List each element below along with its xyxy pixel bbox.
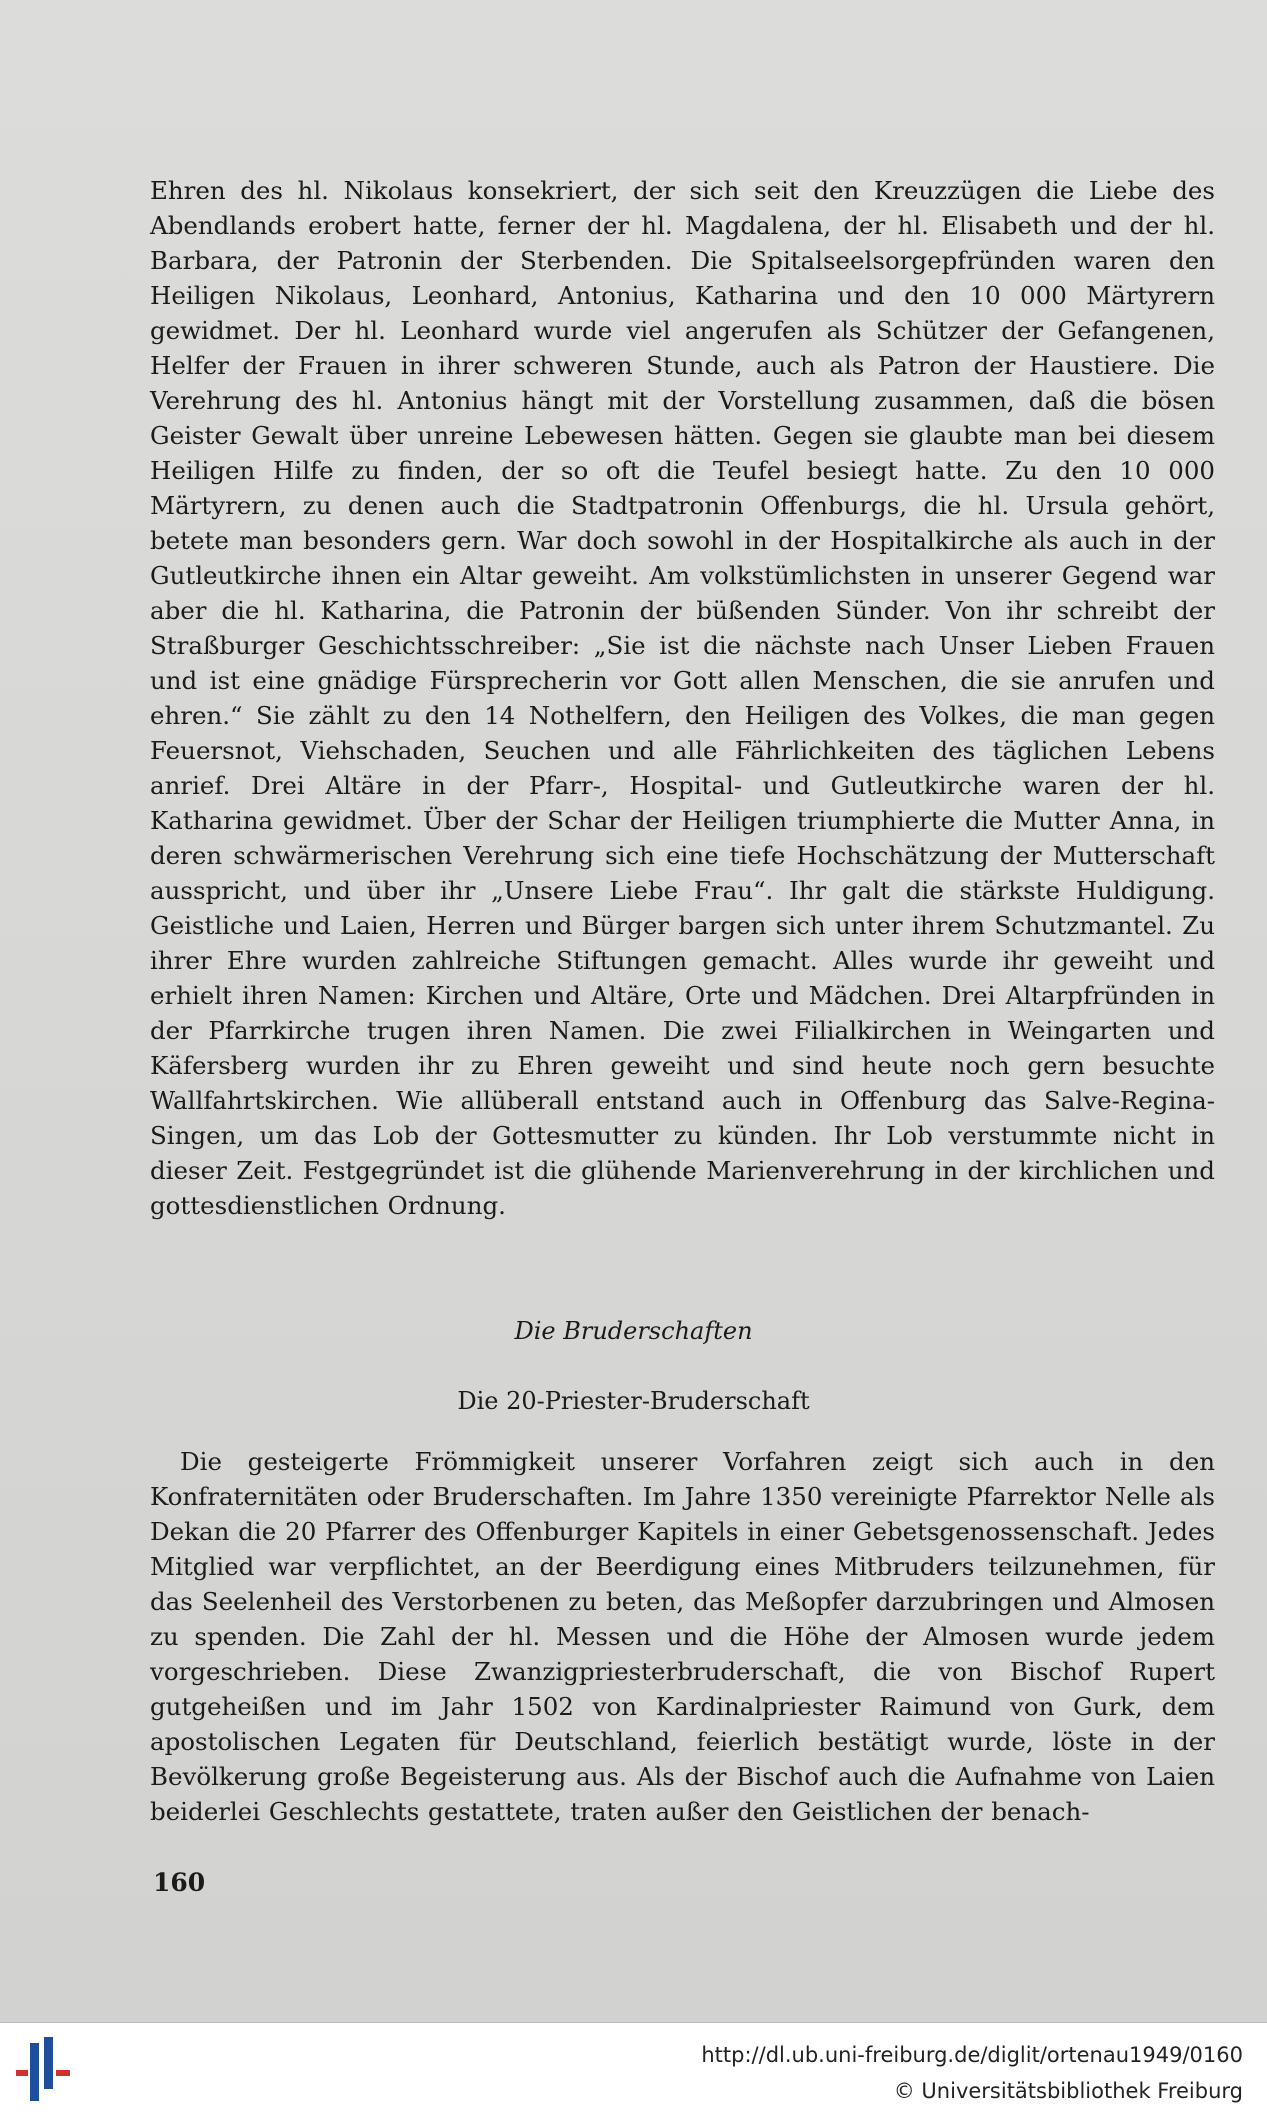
paragraph-text: Die gesteigerte Frömmigkeit unserer Vorfahren zeigt sich auch in den Konfraternitäten oder Bruderschaften. Im Jahre 1350 vereinigte Pfarrektor Nelle als Dekan die 20 Pfarrer des Offenburger Kapitels in einer Gebetsgenossenschaft. Jedes Mitglied war verpflichtet, an der Beerdigung eines Mitbruders teilzunehmen, für das Seelenheil des Verstorbenen zu beten, das Meßopfer darzubringen und Almosen zu spenden. Die Zahl der hl. Messen und die Höhe der Almosen wurde jedem vorgeschrieben. Diese Zwanzigpriesterbruderschaft, die von Bischof Rupert gutgeheißen und im Jahr 1502 von Kardinalpriester Raimund von Gurk, dem apostolischen Legaten für Deutschland, feierlich bestätigt wurde, löste in der Bevölkerung große Begeisterung aus. Als der Bischof auch die Aufnahme von Laien beiderlei Geschlechts gestattete, traten außer den Geistlichen der benach- — [150, 1447, 1215, 1826]
subsection-heading: Die 20-Priester-Bruderschaft — [457, 1387, 810, 1415]
page-number: 160 — [153, 1868, 206, 1897]
ub-freiburg-logo-icon — [14, 2037, 78, 2107]
body-paragraph-1 — [150, 173, 1215, 1223]
footer-bar — [0, 2022, 1267, 2116]
copyright-notice: © Universitätsbibliothek Freiburg — [893, 2079, 1243, 2103]
body-paragraph-2 — [150, 1444, 1215, 1829]
paragraph-text: Ehren des hl. Nikolaus konsekriert, der sich seit den Kreuzzügen die Liebe des Abendlands erobert hatte, ferner der hl. Magdalena, der hl. Elisabeth und der hl. Barbara, der Patronin der Sterbenden. Die Spitalseelsorgepfründen waren den Heiligen Nikolaus, Leonhard, Antonius, Katharina und den 10 000 Märtyrern gewidmet. Der hl. Leonhard wurde viel angerufen als Schützer der Gefangenen, Helfer der Frauen in ihrer schweren Stunde, auch als Patron der Haustiere. Die Verehrung des hl. Antonius hängt mit der Vorstellung zusammen, daß die bösen Geister Gewalt über unreine Lebewesen hätten. Gegen sie glaubte man bei diesem Heiligen Hilfe zu finden, der so oft die Teufel besiegt hatte. Zu den 10 000 Märtyrern, zu denen auch die Stadtpatronin Offenburgs, die hl. Ursula gehört, betete man besonders gern. War doch sowohl in der Hospitalkirche als auch in der Gutleutkirche ihnen ein Altar geweiht. Am volkstümlichsten in unserer Gegend war aber die hl. Katharina, die Patronin der büßenden Sünder. Von ihr schreibt der Straßburger Geschichtsschreiber: „Sie ist die nächste nach Unser Lieben Frauen und ist eine gnädige Fürsprecherin vor Gott allen Menschen, die sie anrufen und ehren.“ Sie zählt zu den 14 Nothelfern, den Heiligen des Volkes, die man gegen Feuersnot, Viehschaden, Seuchen und alle Fährlichkeiten des täglichen Lebens anrief. Drei Altäre in der Pfarr-, Hospital- und Gutleutkirche waren der hl. Katharina gewidmet. Über der Schar der Heiligen triumphierte die Mutter Anna, in deren schwärmerischen Verehrung sich eine tiefe Hochschätzung der Mutterschaft ausspricht, und über ihr „Unsere Liebe Frau“. Ihr galt die stärkste Huldigung. Geistliche und Laien, Herren und Bürger bargen sich unter ihrem Schutzmantel. Zu ihrer Ehre wurden zahlreiche Stiftungen gemacht. Alles wurde ihr geweiht und erhielt ihren Namen: Kirchen und Altäre, Orte und Mädchen. Drei Altarpfründen in der Pfarrkirche trugen ihren Namen. Die zwei Filialkirchen in Weingarten und Käfersberg wurden ihr zu Ehren geweiht und sind heute noch gern besuchte Wallfahrtskirchen. Wie allüberall entstand auch in Offenburg das Salve-Regina-Singen, um das Lob der Gottesmutter zu künden. Ihr Lob verstummte nicht in dieser Zeit. Festgegründet ist die glühende Marienverehrung in der kirchlichen und gottesdienstlichen Ordnung. — [150, 176, 1215, 1220]
permalink-url[interactable]: http://dl.ub.uni-freiburg.de/diglit/ortenau1949/0160 — [701, 2043, 1243, 2067]
section-heading: Die Bruderschaften — [514, 1317, 753, 1345]
